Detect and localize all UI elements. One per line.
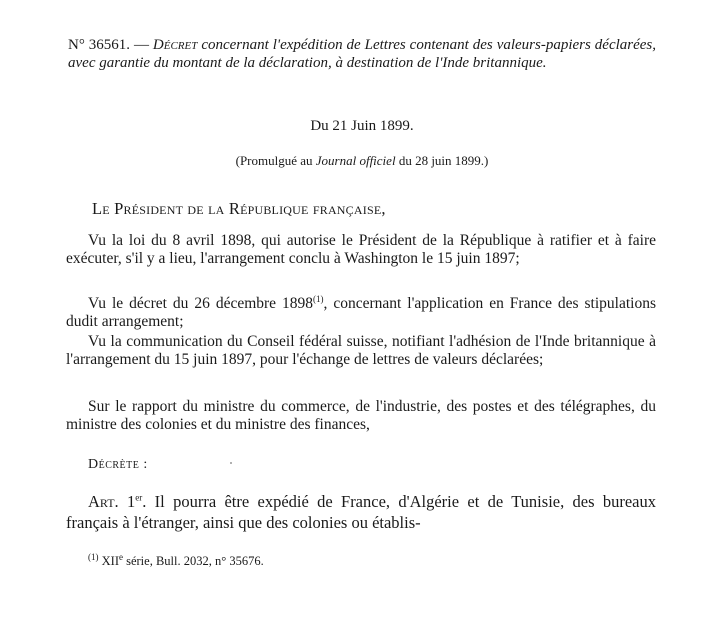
promulgation-open: (Promulgué au <box>235 153 316 168</box>
article-1 <box>66 491 656 533</box>
footnote-series: XII <box>98 554 119 568</box>
decrete-heading: Décrète : <box>88 457 148 472</box>
footnote-text: série, Bull. 2032, n° 35676. <box>122 554 264 568</box>
decree-title-keyword: Décret <box>152 37 198 53</box>
preamble-paragraph-3: Vu la communication du Conseil fédéral suisse, notifiant l'adhésion de l'Inde britannique à l'arrangement du 15 juin 1897, pour l'échange de lettres de valeurs déclarées; <box>66 333 656 368</box>
footnote-reference: (1) <box>313 293 324 304</box>
footnote <box>88 551 264 569</box>
decree-date: Du 21 Juin 1899. <box>310 118 414 134</box>
header-dash: — <box>130 37 153 53</box>
article-text: . Il pourra être expédié de France, d'Algérie et de Tunisie, des bureaux français à l'étranger, ainsi que des colonies ou établis- <box>66 492 656 532</box>
decree-header <box>68 36 656 72</box>
journal-name: Journal officiel <box>315 153 396 168</box>
paragraph-2-text-end: , concernant l'application en France des stipulations dudit arrangement; <box>66 295 656 330</box>
print-speck <box>230 462 232 464</box>
article-label: Art. 1 <box>88 492 136 511</box>
decree-title: concernant l'expédition de Lettres contenant des valeurs-papiers déclarées, avec garantie du montant de la déclaration, à destination de l'Inde britannique. <box>68 37 657 71</box>
president-heading: Le Président de la République française, <box>92 199 386 218</box>
promulgation-close: du 28 juin 1899.) <box>395 153 489 168</box>
decree-number: N° 36561. <box>68 37 131 53</box>
footnote-series-sup: e <box>118 551 123 562</box>
preamble-paragraph-1: Vu la loi du 8 avril 1898, qui autorise le Président de la République à ratifier et à faire exécuter, s'il y a lieu, l'arrangement conclu à Washington le 15 juin 1897; <box>66 232 656 267</box>
preamble-paragraph-4: Sur le rapport du ministre du commerce, de l'industrie, des postes et des télégraphes, du ministre des colonies et du ministre des finances, <box>66 398 656 433</box>
promulgation-note <box>68 153 656 169</box>
article-label-sup: er <box>135 492 143 503</box>
paragraph-2-text: Vu le décret du 26 décembre 1898 <box>88 295 314 312</box>
preamble-paragraph-2 <box>66 295 656 331</box>
footnote-mark: (1) <box>88 551 99 562</box>
